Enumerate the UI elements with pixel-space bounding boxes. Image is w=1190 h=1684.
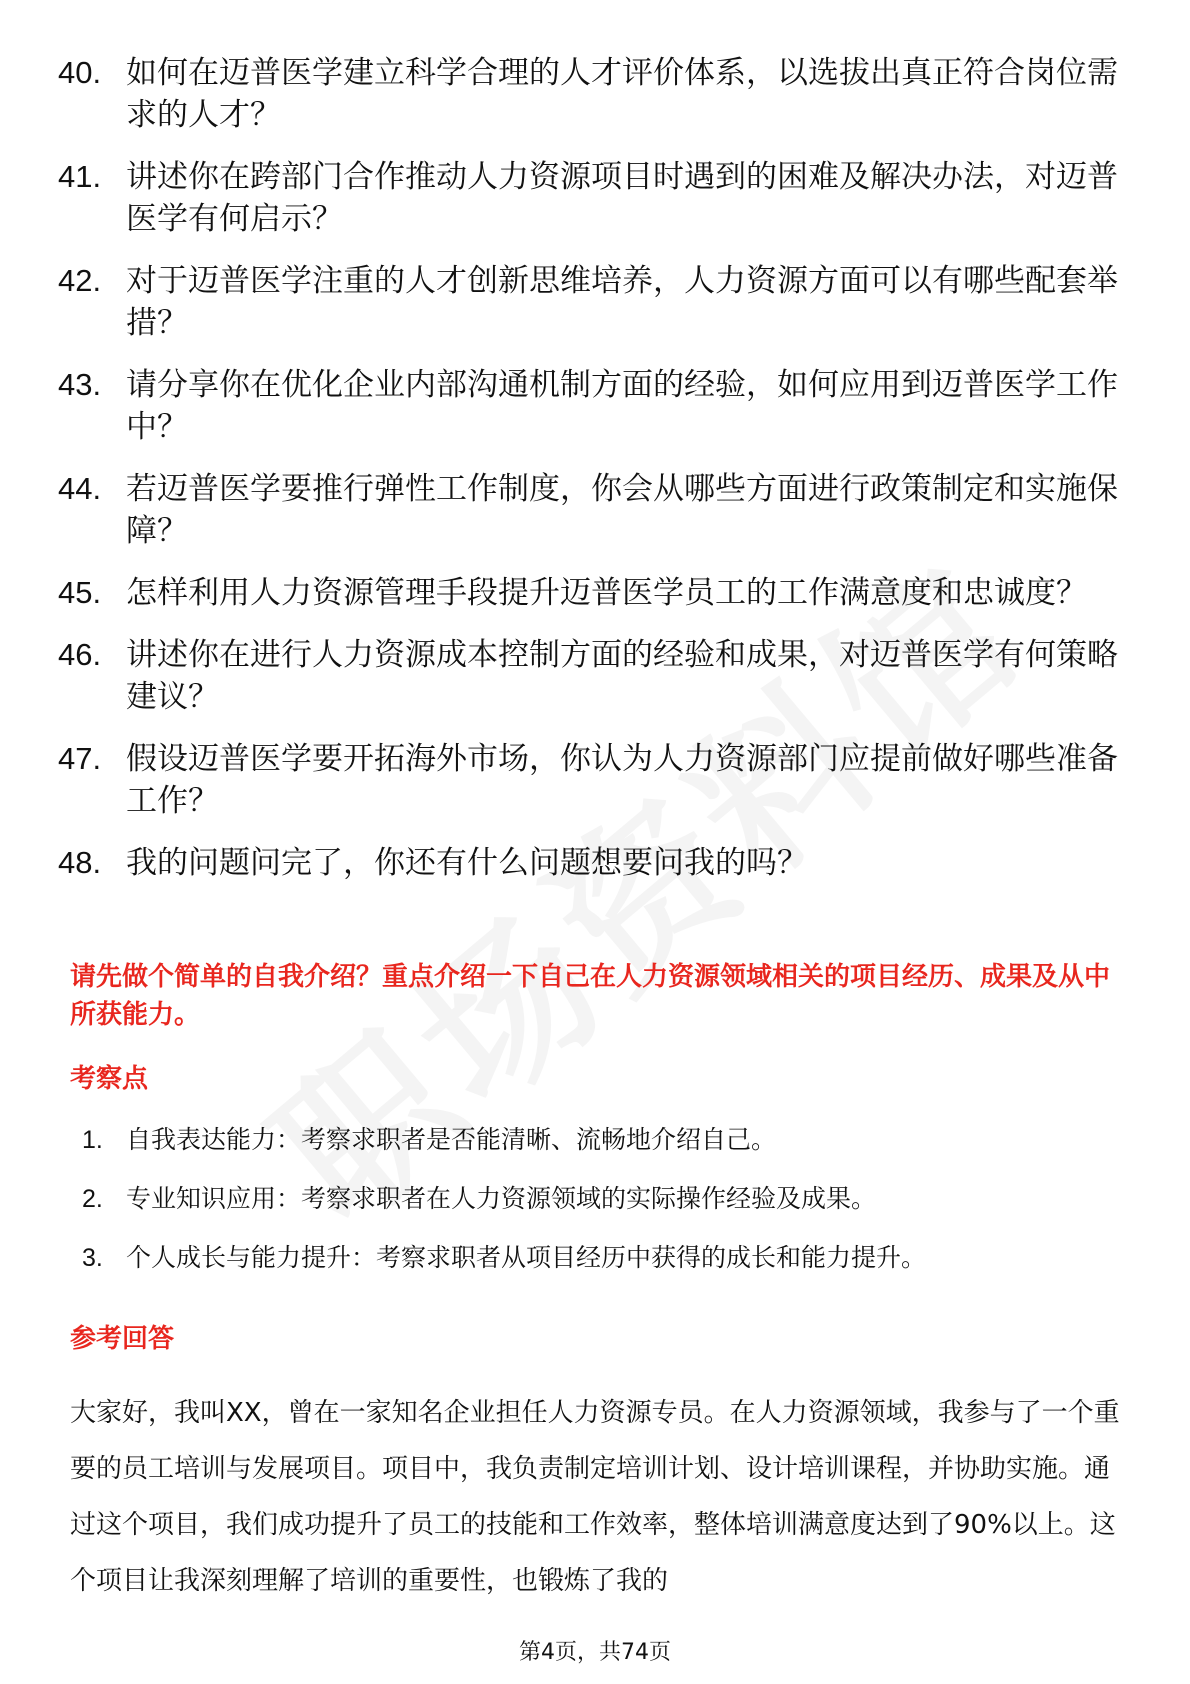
question-number: 47. (58, 741, 102, 776)
question-item (58, 738, 1118, 822)
question-item (58, 260, 1118, 344)
reference-answer-label: 参考回答 (70, 1324, 175, 1354)
inspect-point (82, 1241, 1122, 1275)
inspect-point (82, 1182, 1122, 1216)
question-item (58, 364, 1118, 448)
question-text: 假设迈普医学要开拓海外市场，你认为人力资源部门应提前做好哪些准备工作？ (126, 741, 1118, 819)
question-text: 怎样利用人力资源管理手段提升迈普医学员工的工作满意度和忠诚度？ (126, 575, 1087, 611)
question-text: 讲述你在跨部门合作推动人力资源项目时遇到的困难及解决办法，对迈普医学有何启示？ (126, 159, 1118, 237)
inspect-points-list (82, 1123, 1122, 1300)
question-number: 45. (58, 575, 102, 610)
question-text: 如何在迈普医学建立科学合理的人才评价体系，以选拔出真正符合岗位需求的人才？ (126, 55, 1118, 133)
point-number: 2. (82, 1185, 103, 1213)
reference-answer-text: 大家好，我叫XX，曾在一家知名企业担任人力资源专员。在人力资源领域，我参与了一个重要的员工培训与发展项目。项目中，我负责制定培训计划、设计培训课程，并协助实施。通过这个项目，我们成功提升了员工的技能和工作效率，整体培训满意度达到了90%以上。这个项目让我深刻理解了培训的重要性，也锻炼了我的 (70, 1398, 1120, 1596)
point-text: 专业知识应用：考察求职者在人力资源领域的实际操作经验及成果。 (126, 1184, 877, 1213)
question-item (58, 156, 1118, 240)
question-number: 42. (58, 263, 102, 298)
question-number: 43. (58, 367, 102, 402)
question-number: 41. (58, 159, 102, 194)
question-text: 讲述你在进行人力资源成本控制方面的经验和成果，对迈普医学有何策略建议？ (126, 637, 1118, 715)
question-number: 48. (58, 845, 102, 880)
question-item (58, 842, 1118, 884)
question-item (58, 572, 1118, 614)
question-item (58, 634, 1118, 718)
inspect-point (82, 1123, 1122, 1157)
inspect-points-label: 考察点 (70, 1064, 149, 1094)
question-item (58, 52, 1118, 136)
question-number: 44. (58, 471, 102, 506)
question-list (58, 52, 1118, 904)
point-text: 个人成长与能力提升：考察求职者从项目经历中获得的成长和能力提升。 (126, 1243, 927, 1272)
interview-question-heading: 请先做个简单的自我介绍？重点介绍一下自己在人力资源领域相关的项目经历、成果及从中所获能力。 (70, 962, 1111, 1030)
point-number: 3. (82, 1244, 103, 1272)
question-number: 46. (58, 637, 102, 672)
page-footer: 第4页，共74页 (519, 1640, 671, 1665)
question-item (58, 468, 1118, 552)
question-text: 我的问题问完了，你还有什么问题想要问我的吗？ (126, 845, 808, 881)
question-number: 40. (58, 55, 102, 90)
question-text: 对于迈普医学注重的人才创新思维培养，人力资源方面可以有哪些配套举措？ (126, 263, 1118, 341)
point-number: 1. (82, 1126, 103, 1154)
question-text: 请分享你在优化企业内部沟通机制方面的经验，如何应用到迈普医学工作中？ (126, 367, 1118, 445)
question-text: 若迈普医学要推行弹性工作制度，你会从哪些方面进行政策制定和实施保障？ (126, 471, 1118, 549)
point-text: 自我表达能力：考察求职者是否能清晰、流畅地介绍自己。 (126, 1125, 777, 1154)
